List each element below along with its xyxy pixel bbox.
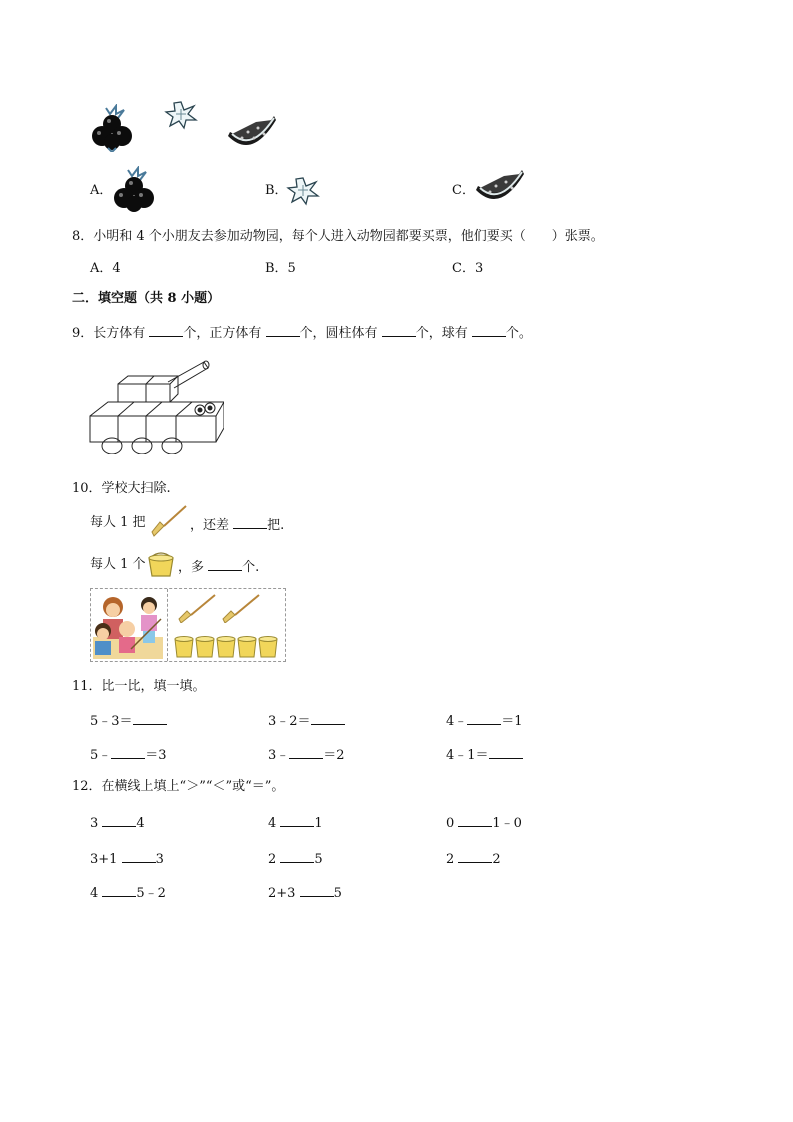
- q9-part-5: 个。: [505, 326, 532, 341]
- q10-stem: 10．学校大扫除.: [72, 481, 171, 496]
- q12-r2c1-blank[interactable]: [122, 848, 156, 863]
- q12-r1c2-blank[interactable]: [280, 812, 314, 827]
- q12-r2c2-blank[interactable]: [280, 848, 314, 863]
- q12-r2c3-blank[interactable]: [458, 848, 492, 863]
- q9-part-2: 个，正方体有: [183, 326, 266, 341]
- q11-r1c3-pre: 4﹣: [446, 714, 468, 729]
- broom-icon: [150, 504, 188, 538]
- q12-r2c3-right: 2: [492, 852, 501, 867]
- q12-r1c3-right: 1﹣0: [492, 816, 522, 831]
- q12-r2c2-right: 5: [314, 852, 323, 867]
- q10-row1-mid: ，还差: [190, 518, 234, 533]
- q10-row1-tail: [190, 514, 284, 535]
- q10-blank-brooms[interactable]: [233, 514, 267, 529]
- q9-blank-cube[interactable]: [266, 322, 300, 337]
- q11-r2c1-blank[interactable]: [111, 744, 145, 759]
- q10-blank-buckets[interactable]: [208, 556, 242, 571]
- q12-r1c2-left: 4: [268, 816, 281, 831]
- bucket-icon: [146, 548, 176, 578]
- q12-r1c2: [268, 812, 323, 833]
- section-title-pre: 二．填空题（共: [72, 291, 168, 306]
- watermelon-slice-image-top: [226, 114, 280, 154]
- q9-stem: [72, 322, 532, 343]
- brooms-illustration: [169, 593, 279, 623]
- q7-option-c-label: C．: [452, 183, 475, 198]
- section-title-post: 小题）: [176, 291, 221, 306]
- q12-r2c2-left: 2: [268, 852, 281, 867]
- q9-blank-cylinder[interactable]: [382, 322, 416, 337]
- q9-part-3: 个，圆柱体有: [299, 326, 382, 341]
- q11-r2c2: [268, 744, 345, 765]
- q12-r3c1: [90, 882, 166, 903]
- q9-part-4: 个，球有: [415, 326, 472, 341]
- children-illustration: [91, 589, 168, 661]
- q12-r1c2-right: 1: [314, 816, 323, 831]
- q11-r2c1-pre: 5﹣: [90, 748, 112, 763]
- grapes-image-option-a: [112, 166, 156, 214]
- q11-r1c1-text: 5﹣3＝: [90, 714, 133, 729]
- q8-option-c: C．3: [452, 261, 484, 276]
- q11-r1c3-blank[interactable]: [467, 710, 501, 725]
- q8-option-a: A．4: [90, 261, 121, 276]
- q12-r3c1-right: 5﹣2: [136, 886, 166, 901]
- q11-r1c3: [446, 710, 523, 731]
- q11-r1c2: [268, 710, 345, 731]
- q12-r1c1-left: 3: [90, 816, 103, 831]
- watermelon-slice-image-option-c: [474, 168, 528, 208]
- q11-r1c2-blank[interactable]: [311, 710, 345, 725]
- q11-r2c2-pre: 3﹣: [268, 748, 290, 763]
- q9-part-1: 9．长方体有: [72, 326, 150, 341]
- cleaning-picture: [90, 588, 286, 662]
- q12-r3c1-blank[interactable]: [102, 882, 136, 897]
- buckets-illustration: [173, 633, 283, 659]
- q12-r1c1: [90, 812, 145, 833]
- q10-row2-post: 个.: [242, 560, 260, 575]
- q12-r2c1-left: 3+1: [90, 852, 122, 867]
- q12-r2c3-left: 2: [446, 852, 459, 867]
- q12-r2c1-right: 3: [155, 852, 164, 867]
- q11-r1c1: [90, 710, 167, 731]
- q12-r3c2-right: 5: [333, 886, 342, 901]
- shape-tank-figure: [88, 354, 224, 454]
- q9-blank-sphere[interactable]: [472, 322, 506, 337]
- section-title: [72, 290, 220, 308]
- q12-r2c2: [268, 848, 323, 869]
- q11-r1c2-text: 3﹣2＝: [268, 714, 311, 729]
- q11-stem: 11．比一比，填一填。: [72, 679, 206, 694]
- q7-option-a-label: A．: [90, 183, 113, 198]
- section-title-num: 8: [167, 291, 177, 306]
- q12-r1c1-right: 4: [136, 816, 145, 831]
- q12-r1c1-blank[interactable]: [102, 812, 136, 827]
- q12-r3c2-left: 2+3: [268, 886, 300, 901]
- q10-row1-post: 把.: [267, 518, 285, 533]
- star-fruit-image-option-b: [286, 176, 320, 206]
- q12-r3c2: [268, 882, 342, 903]
- q10-row2-tail: [178, 556, 259, 577]
- q12-r1c3-blank[interactable]: [458, 812, 492, 827]
- q12-stem: 12．在横线上填上“＞”“＜”或“＝”。: [72, 779, 285, 794]
- q12-r3c2-blank[interactable]: [300, 882, 334, 897]
- q11-r2c2-blank[interactable]: [289, 744, 323, 759]
- grapes-image-top: [90, 104, 134, 152]
- q10-row2-pre: 每人 1 个: [90, 557, 146, 572]
- q11-r1c1-blank[interactable]: [133, 710, 167, 725]
- q9-blank-cuboid[interactable]: [149, 322, 183, 337]
- q8-option-b: B．5: [265, 261, 296, 276]
- q11-r2c1-post: ＝3: [145, 748, 167, 763]
- q11-r2c2-post: ＝2: [323, 748, 345, 763]
- q12-r2c1: [90, 848, 164, 869]
- q12-r2c3: [446, 848, 501, 869]
- q11-r2c1: [90, 744, 167, 765]
- q10-row2-mid: ，多: [178, 560, 209, 575]
- q11-r2c3-blank[interactable]: [489, 744, 523, 759]
- q12-r3c1-left: 4: [90, 886, 103, 901]
- q8-stem: 8．小明和 4 个小朋友去参加动物园，每个人进入动物园都要买票，他们要买（ ）张票。: [72, 229, 604, 244]
- q10-row1-pre: 每人 1 把: [90, 515, 146, 530]
- q11-r1c3-post: ＝1: [501, 714, 523, 729]
- q11-r2c3: [446, 744, 523, 765]
- q11-r2c3-text: 4﹣1＝: [446, 748, 489, 763]
- q12-r1c3: [446, 812, 522, 833]
- star-fruit-image-top: [164, 100, 198, 130]
- q7-option-b-label: B．: [265, 183, 288, 198]
- q12-r1c3-left: 0: [446, 816, 459, 831]
